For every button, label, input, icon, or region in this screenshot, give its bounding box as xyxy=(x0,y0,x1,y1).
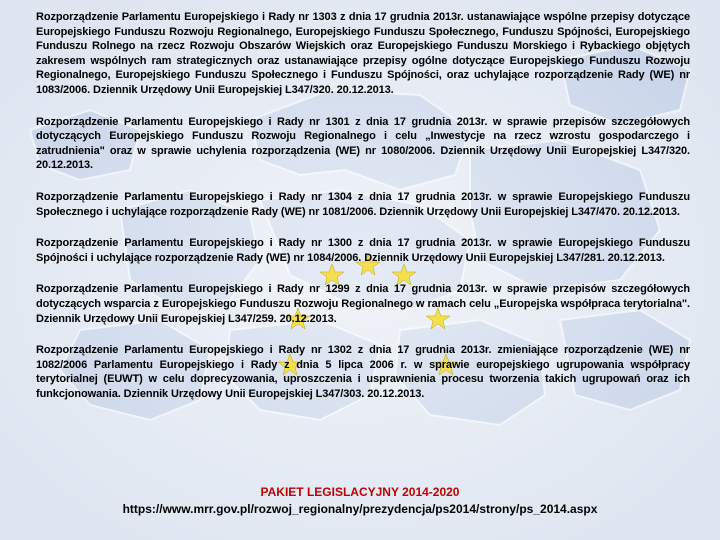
regulation-paragraph: Rozporządzenie Parlamentu Europejskiego i Rady nr 1299 z dnia 17 grudnia 2013r. w sprawie przepisów szczegółowych dotyczących wsparcia z Europejskiego Funduszu Rozwoju Regionalnego w ramach celu „Europejska współpraca terytorialna". Dziennik Urzędowy Unii Europejskiej L347/259. 20.12.2013. xyxy=(36,283,690,325)
document-body xyxy=(36,10,690,418)
footer-title: PAKIET LEGISLACYJNY 2014-2020 xyxy=(260,485,460,499)
footer xyxy=(0,484,720,518)
footer-url-link[interactable]: https://www.mrr.gov.pl/rozwoj_regionalny/prezydencja/ps2014/strony/ps_2014.aspx xyxy=(122,502,598,516)
regulation-paragraph: Rozporządzenie Parlamentu Europejskiego i Rady nr 1304 z dnia 17 grudnia 2013r. w sprawie Europejskiego Funduszu Społecznego i uchylające rozporządzenie Rady (WE) nr 1081/2006. Dziennik Urzędowy Unii Europejskiej L347/470. 20.12.2013. xyxy=(36,190,690,218)
regulation-paragraph: Rozporządzenie Parlamentu Europejskiego i Rady nr 1300 z dnia 17 grudnia 2013r. w sprawie Europejskiego Funduszu Spójności i uchylające rozporządzenie Rady (WE) nr 1084/2006. Dziennik Urzędowy Unii Europejskiej L347/281. 20.12.2013. xyxy=(36,237,690,264)
regulation-paragraph: Rozporządzenie Parlamentu Europejskiego i Rady nr 1301 z dnia 17 grudnia 2013r. w sprawie przepisów szczegółowych dotyczących Europejskiego Funduszu Rozwoju Regionalnego i celu „Inwestycje na rzecz wzrostu gospodarczego i zatrudnienia" oraz w sprawie uchylenia rozporządzenia (WE) nr 1080/2006. Dziennik Urzędowy Unii Europejskiej L347/320. 20.12.2013. xyxy=(36,115,690,172)
regulation-paragraph: Rozporządzenie Parlamentu Europejskiego i Rady nr 1302 z dnia 17 grudnia 2013r. zmieniające rozporządzenie (WE) nr 1082/2006 Parlamentu Europejskiego i Rady z dnia 5 lipca 2006 r. w sprawie europejskiego ugrupowania współpracy terytorialnej (EUWT) w celu doprecyzowania, uproszczenia i usprawnienia procesu tworzenia takich ugrupowań oraz ich funkcjonowania. Dziennik Urzędowy Unii Europejskiej L347/303. 20.12.2013. xyxy=(36,344,690,400)
regulation-paragraph: Rozporządzenie Parlamentu Europejskiego i Rady nr 1303 z dnia 17 grudnia 2013r. ustanawiające wspólne przepisy dotyczące Europejskiego Funduszu Rozwoju Regionalnego, Europejskiego Funduszu Społecznego, Funduszu Spójności, Europejskiego Funduszu Rolnego na rzecz Rozwoju Obszarów Wiejskich oraz Europejskiego Funduszu Morskiego i Rybackiego objętych zakresem wspólnych ram strategicznych oraz ustanawiające przepisy ogólne dotyczące Europejskiego Funduszu Rozwoju Regionalnego, Europejskiego Funduszu Społecznego i Funduszu Spójności, oraz uchylające rozporządzenie Rady (WE) nr 1083/2006. Dziennik Urzędowy Unii Europejskiej L347/320. 20.12.2013. xyxy=(36,11,690,96)
